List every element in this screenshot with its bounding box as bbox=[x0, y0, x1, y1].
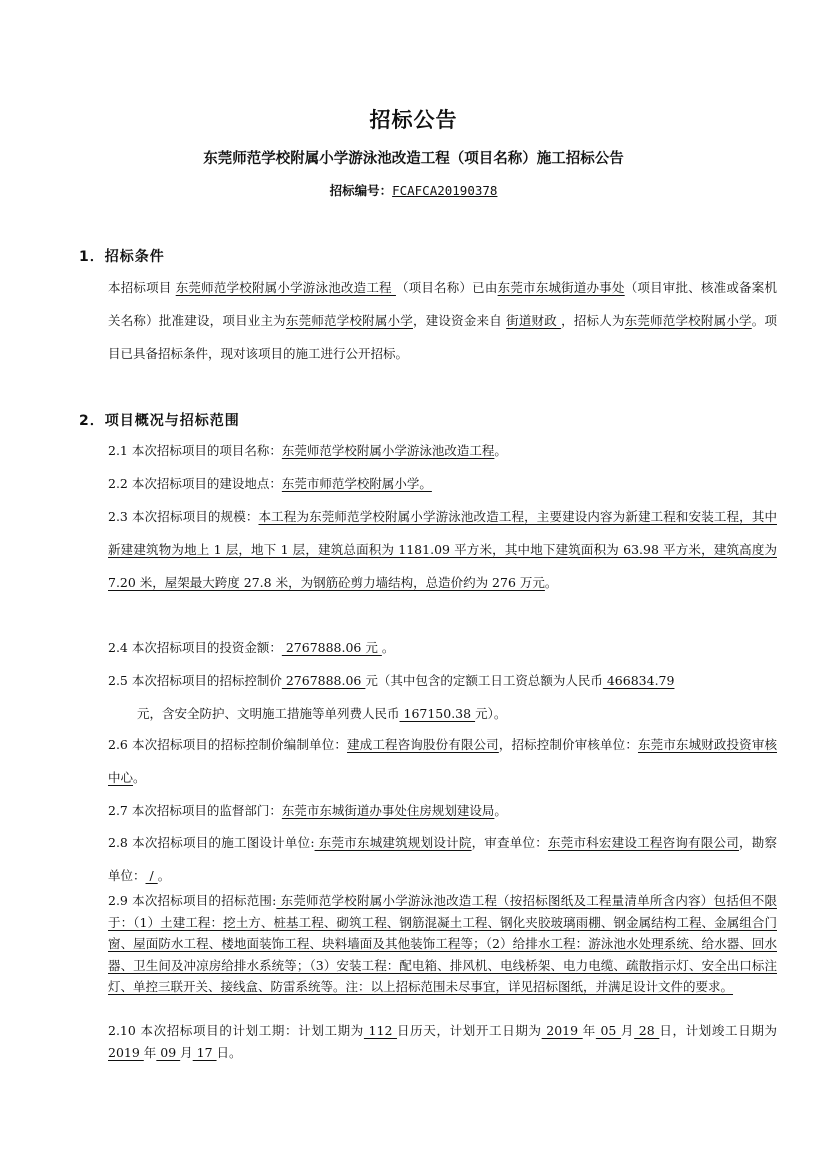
i29-scope: 东莞师范学校附属小学游泳池改造工程（按招标图纸及工程量清单所含内容）包括但不限于：（1）土建工程：挖土方、桩基工程、砌筑工程、钢筋混凝土工程、钢化夹胶玻璃雨棚、钢金属结构工程、金属组合门窗、屋面防水工程、楼地面装饰工程、块料墙面及其他装饰工程等；（2）给排水工程：游泳池水处理系统、给水器、回水器、卫生间及冲凉房给排水系统等；（3）安装工程：配电箱、排风机、电线桥架、电力电缆、疏散指示灯、安全出口标注灯、单控三联开关、接线盒、防雷系统等。注：以上招标范围未尽事宜，详见招标图纸，并满足设计文件的要求。 bbox=[108, 893, 777, 994]
section-1-heading: 1．招标条件 bbox=[79, 249, 165, 265]
i27-label: 2.7 本次招标项目的监督部门： bbox=[108, 803, 282, 818]
i28-end: 。 bbox=[157, 868, 171, 883]
item-2-4 bbox=[79, 631, 777, 664]
tender-number bbox=[0, 181, 827, 199]
item-2-3 bbox=[79, 500, 777, 599]
i27-end: 。 bbox=[494, 803, 507, 818]
i24-label: 2.4 本次招标项目的投资金额： bbox=[108, 640, 282, 655]
i21-end: 。 bbox=[494, 443, 507, 458]
i210-month-label: 月 bbox=[621, 1023, 635, 1038]
i28-text-c: ，勘察单位： bbox=[108, 835, 777, 883]
page-title: 招标公告 bbox=[369, 108, 458, 132]
item-2-10 bbox=[79, 1020, 777, 1063]
i210-end: 日。 bbox=[216, 1044, 242, 1060]
i28-text-b: ，审查单位： bbox=[471, 835, 548, 850]
i210-label: 2.10 本次招标项目的计划工期：计划工期为 bbox=[108, 1023, 364, 1038]
i28-surveyor: / bbox=[145, 868, 158, 883]
i25-text-b: 元（其中包含的定额工日工资总额为人民币 bbox=[365, 673, 603, 688]
i28-label: 2.8 本次招标项目的施工图设计单位: bbox=[108, 835, 315, 850]
s1-text-f: 。项目已具备招标条件，现对该项目的施工进行公开招标。 bbox=[108, 313, 777, 361]
i26-end: 。 bbox=[133, 770, 146, 785]
i23-end: 。 bbox=[544, 575, 558, 590]
i21-label: 2.1 本次招标项目的项目名称： bbox=[108, 443, 282, 458]
i210-year-label: 年 bbox=[582, 1023, 596, 1038]
tender-number-value: FCAFCA20190378 bbox=[392, 183, 498, 198]
i210-start-day: 28 bbox=[634, 1023, 660, 1038]
i26-text-b: ，招标控制价审核单位： bbox=[498, 737, 638, 752]
notice-subtitle: 东莞师范学校附属小学游泳池改造工程（项目名称）施工招标公告 bbox=[203, 151, 624, 167]
item-2-8 bbox=[79, 826, 777, 892]
s1-project-name: 东莞师范学校附属小学游泳池改造工程 bbox=[175, 280, 396, 295]
i25-price: 2767888.06 bbox=[281, 673, 366, 688]
i210-text-b: 日历天，计划开工日期为 bbox=[397, 1023, 542, 1038]
i25-text-c: 元，含安全防护、文明施工措施等单列费人民币 bbox=[137, 706, 400, 721]
s1-text-e: ，招标人为 bbox=[561, 313, 625, 328]
i25-end: 元）。 bbox=[475, 706, 507, 721]
s1-text-d: ，建设资金来自 bbox=[412, 313, 507, 328]
i210-start-month: 05 bbox=[595, 1023, 622, 1038]
i25-wages: 466834.79 bbox=[602, 673, 675, 688]
i210-text-d: 日，计划竣工日期为 bbox=[659, 1023, 777, 1038]
item-2-5 bbox=[79, 664, 777, 697]
i210-end-month: 09 bbox=[156, 1044, 181, 1060]
tender-number-label: 招标编号： bbox=[329, 183, 393, 198]
i25-label: 2.5 本次招标项目的招标控制价 bbox=[108, 673, 282, 688]
i24-value: 2767888.06 元 bbox=[281, 640, 382, 655]
i22-value: 东莞市师范学校附属小学。 bbox=[281, 476, 432, 491]
i26-label: 2.6 本次招标项目的招标控制价编制单位： bbox=[108, 737, 348, 752]
i28-designer: 东莞市东城建筑规划设计院 bbox=[314, 835, 472, 850]
section-1-paragraph bbox=[79, 271, 777, 370]
i210-start-year: 2019 bbox=[541, 1023, 583, 1038]
s1-approver: 东莞市东城街道办事处 bbox=[497, 280, 625, 295]
i22-label: 2.2 本次招标项目的建设地点： bbox=[108, 476, 282, 491]
i210-month-label-2: 月 bbox=[180, 1044, 193, 1060]
item-2-2 bbox=[79, 467, 777, 500]
i21-value: 东莞师范学校附属小学游泳池改造工程 bbox=[281, 443, 495, 458]
i210-end-year: 2019 bbox=[108, 1044, 144, 1060]
i26-auditor: 东莞市东城财政投资审核中心 bbox=[108, 737, 777, 785]
i28-reviewer: 东莞市科宏建设工程咨询有限公司 bbox=[547, 835, 739, 850]
s1-text-a: 本招标项目 bbox=[108, 280, 176, 295]
item-2-7 bbox=[79, 794, 777, 827]
i23-label: 2.3 本次招标项目的规模： bbox=[108, 509, 259, 524]
i25-safety-fee: 167150.38 bbox=[399, 706, 476, 721]
item-2-6 bbox=[79, 728, 777, 794]
item-2-1 bbox=[79, 434, 777, 467]
s1-tenderer: 东莞师范学校附属小学 bbox=[624, 313, 752, 328]
i24-end: 。 bbox=[381, 640, 395, 655]
i27-value: 东莞市东城街道办事处住房规划建设局 bbox=[281, 803, 495, 818]
s1-text-b: （项目名称）已由 bbox=[395, 280, 498, 295]
item-2-9 bbox=[79, 890, 777, 998]
i210-year-label-2: 年 bbox=[143, 1044, 157, 1060]
s1-text-c: （项目审批、核准或备案机关名称）批准建设，项目业主为 bbox=[108, 280, 777, 328]
item-2-5-cont bbox=[79, 697, 748, 730]
i210-end-day: 17 bbox=[192, 1044, 217, 1060]
i23-value: 本工程为东莞师范学校附属小学游泳池改造工程，主要建设内容为新建工程和安装工程，其中新建建筑物为地上 1 层，地下 1 层，建筑总面积为 1181.09 平方米，其中地下建筑面积为 63.98 平方米，建筑高度为 7.20 米，屋架最大跨度 27.8 米，为钢筋砼剪力墙结构，总造价约为 276 万元 bbox=[108, 509, 777, 590]
s1-owner: 东莞师范学校附属小学 bbox=[285, 313, 413, 328]
s1-fund-source: 街道财政 bbox=[506, 313, 562, 328]
i29-label: 2.9 本次招标项目的招标范围: bbox=[108, 893, 277, 908]
i26-compiler: 建成工程咨询股份有限公司 bbox=[347, 737, 499, 752]
i210-days: 112 bbox=[363, 1023, 398, 1038]
section-2-heading: 2．项目概况与招标范围 bbox=[79, 413, 240, 429]
